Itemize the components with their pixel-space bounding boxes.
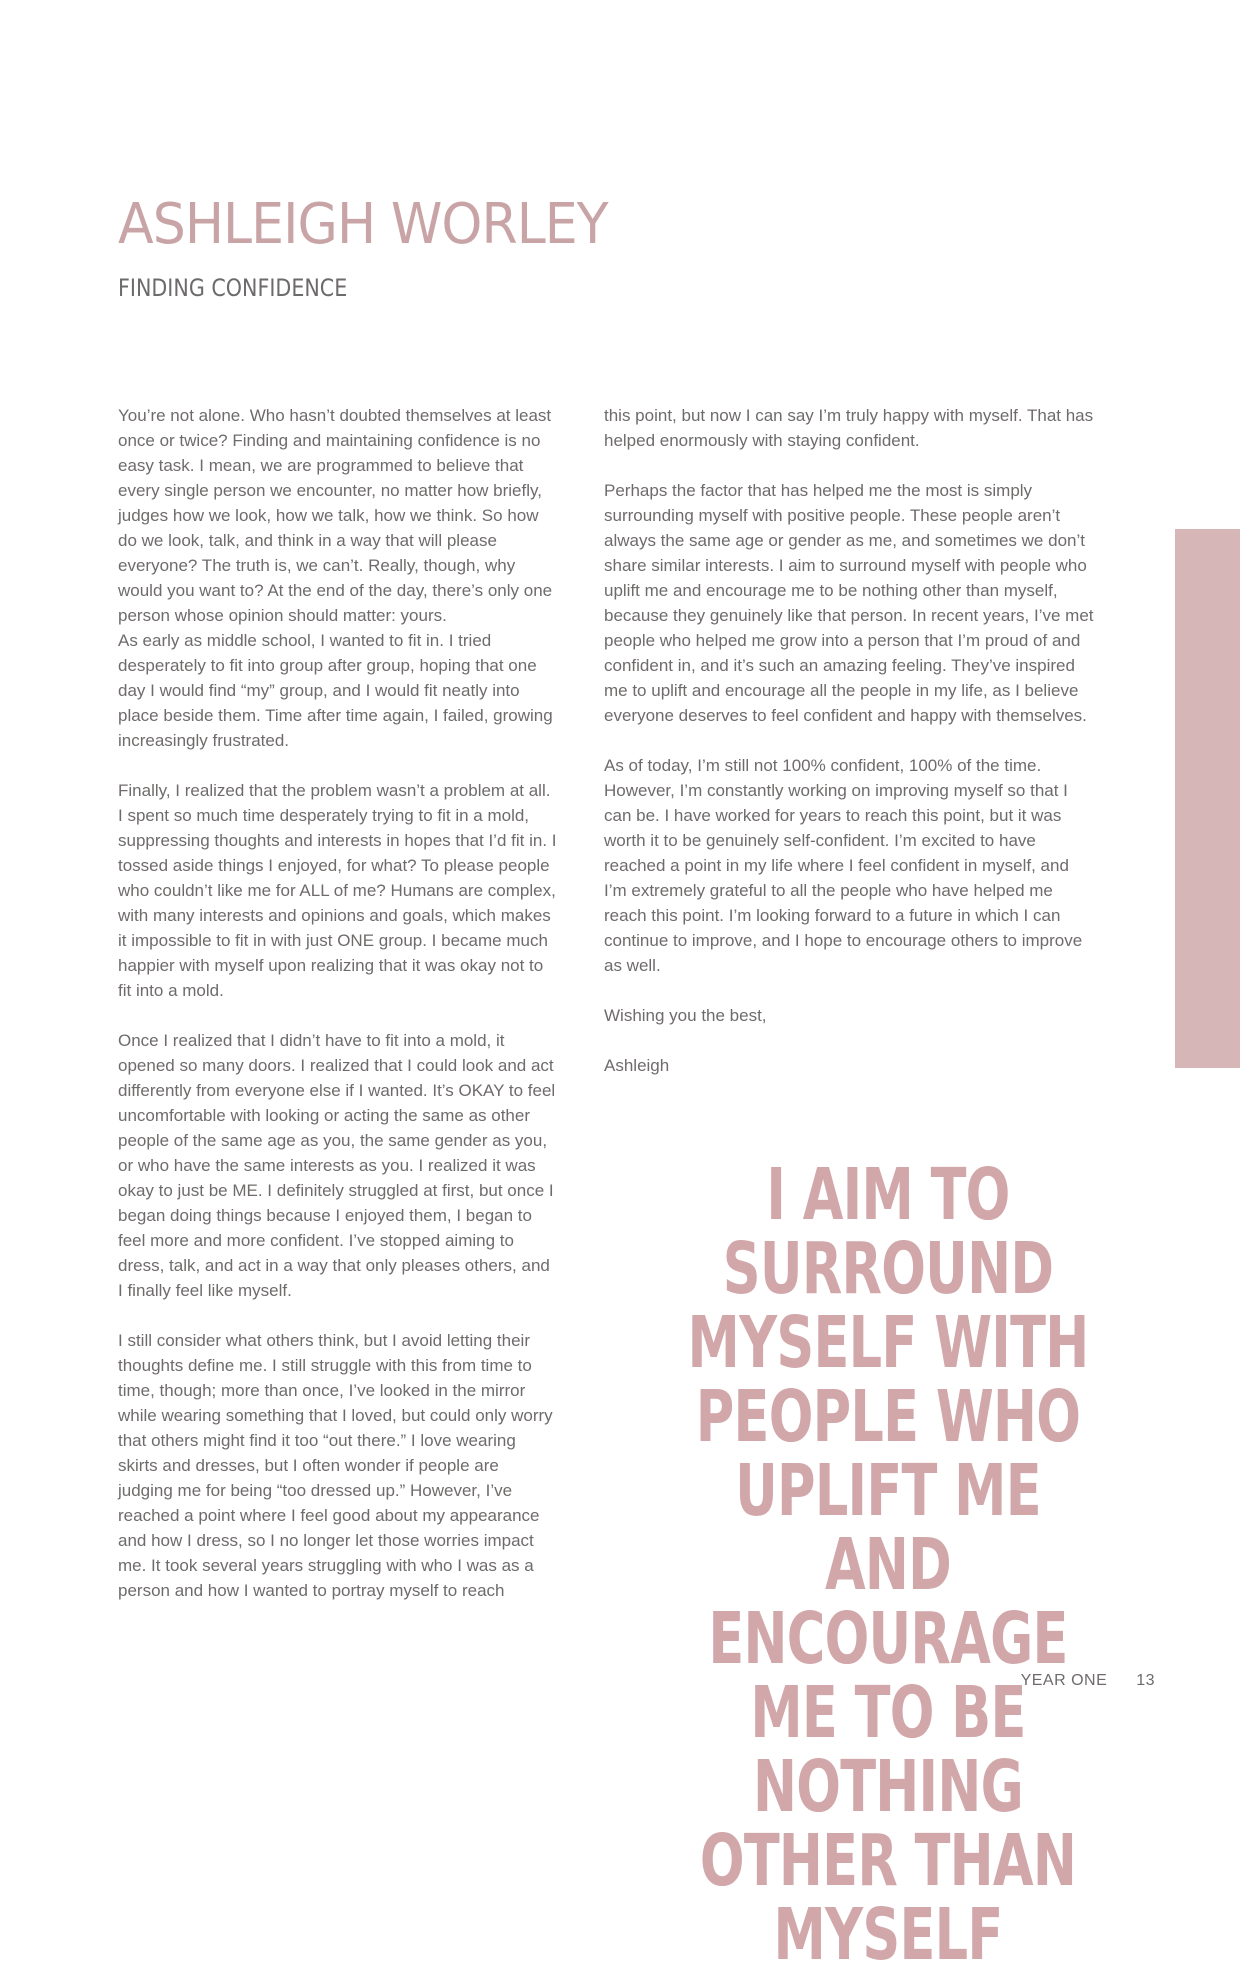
body-paragraph: Perhaps the factor that has helped me the most is simply surrounding myself with positive people. These people aren’t always the same age or gender as me, and sometimes we don’t share similar interests. I aim to surround myself with people who uplift me and encourage me to be nothing other than myself, because they genuinely like that person. In recent years, I’ve met people who helped me grow into a person that I’m proud of and confident in, and it’s such an amazing feeling. They’ve inspired me to uplift and encourage all the people in my life, as I believe everyone deserves to feel confident and happy with themselves. [604, 481, 1094, 725]
signature-name: Ashleigh [604, 1056, 670, 1075]
page-number: 13 [1136, 1672, 1155, 1689]
publication-name: YEAR ONE [1020, 1672, 1108, 1689]
body-column-left [118, 403, 558, 1603]
article-subtitle: FINDING CONFIDENCE [118, 274, 348, 302]
body-paragraph: I still consider what others think, but I avoid letting their thoughts define me. I still struggle with this from time to time, though; more than once, I’ve looked in the mirror while wearing something that I loved, but could only worry that others might find it too “out there.” I love wearing skirts and dresses, but I often wonder if people are judging me for being “too dressed up.” However, I’ve reached a point where I feel good about my appearance and how I dress, so I no longer let those worries impact me. It took several years struggling with who I was as a person and how I wanted to portray myself to reach [118, 1331, 553, 1600]
body-paragraph: Once I realized that I didn’t have to fit into a mold, it opened so many doors. I realized that I could look and act differently from everyone else if I wanted. It’s OKAY to feel uncomfortable with looking or acting the same as other people of the same age as you, the same gender as you, or who have the same interests as you. I realized it was okay to just be ME. I definitely struggled at first, but once I began doing things because I enjoyed them, I began to feel more and more confident. I’ve stopped aiming to dress, talk, and act in a way that only pleases others, and I finally feel like myself. [118, 1031, 556, 1300]
body-paragraph: this point, but now I can say I’m truly happy with myself. That has helped enormously with staying confident. [604, 406, 1094, 450]
side-color-tab [1175, 529, 1240, 1068]
body-paragraph: As early as middle school, I wanted to fit in. I tried desperately to fit into group after group, hoping that one day I would find “my” group, and I would fit neatly into place beside them. Time after time again, I failed, growing increasingly frustrated. [118, 631, 553, 750]
body-paragraph: Finally, I realized that the problem wasn’t a problem at all. I spent so much time desperately trying to fit in a mold, suppressing thoughts and interests in hopes that I’d fit in. I tossed aside things I enjoyed, for what? To please people who couldn’t like me for ALL of me? Humans are complex, with many interests and opinions and goals, which makes it impossible to fit in with just ONE group. I became much happier with myself upon realizing that it was okay not to fit into a mold. [118, 781, 557, 1000]
body-column-right [604, 403, 1094, 1078]
body-paragraph: You’re not alone. Who hasn’t doubted themselves at least once or twice? Finding and maintaining confidence is no easy task. I mean, we are programmed to believe that every single person we encounter, no matter how briefly, judges how we look, how we talk, how we think. So how do we look, talk, and think in a way that will please everyone? The truth is, we can’t. Really, though, why would you want to? At the end of the day, there’s only one person whose opinion should matter: yours. [118, 406, 553, 625]
pull-quote: I AIM TO SURROUND MYSELF WITH PEOPLE WHO UPLIFT ME AND ENCOURAGE ME TO BE NOTHING OTHER THAN MYSELF [687, 1153, 1089, 1976]
body-paragraph: As of today, I’m still not 100% confident, 100% of the time. However, I’m constantly working on improving myself so that I can be. I have worked for years to reach this point, but it was worth it to be genuinely self-confident. I’m excited to have reached a point in my life where I feel confident in myself, and I’m extremely grateful to all the people who have helped me reach this point. I’m looking forward to a future in which I can continue to improve, and I hope to encourage others to improve as well. [604, 756, 1083, 975]
page-footer [1021, 1672, 1155, 1690]
sign-off: Wishing you the best, [604, 1006, 767, 1025]
article-title: ASHLEIGH WORLEY [118, 192, 608, 257]
